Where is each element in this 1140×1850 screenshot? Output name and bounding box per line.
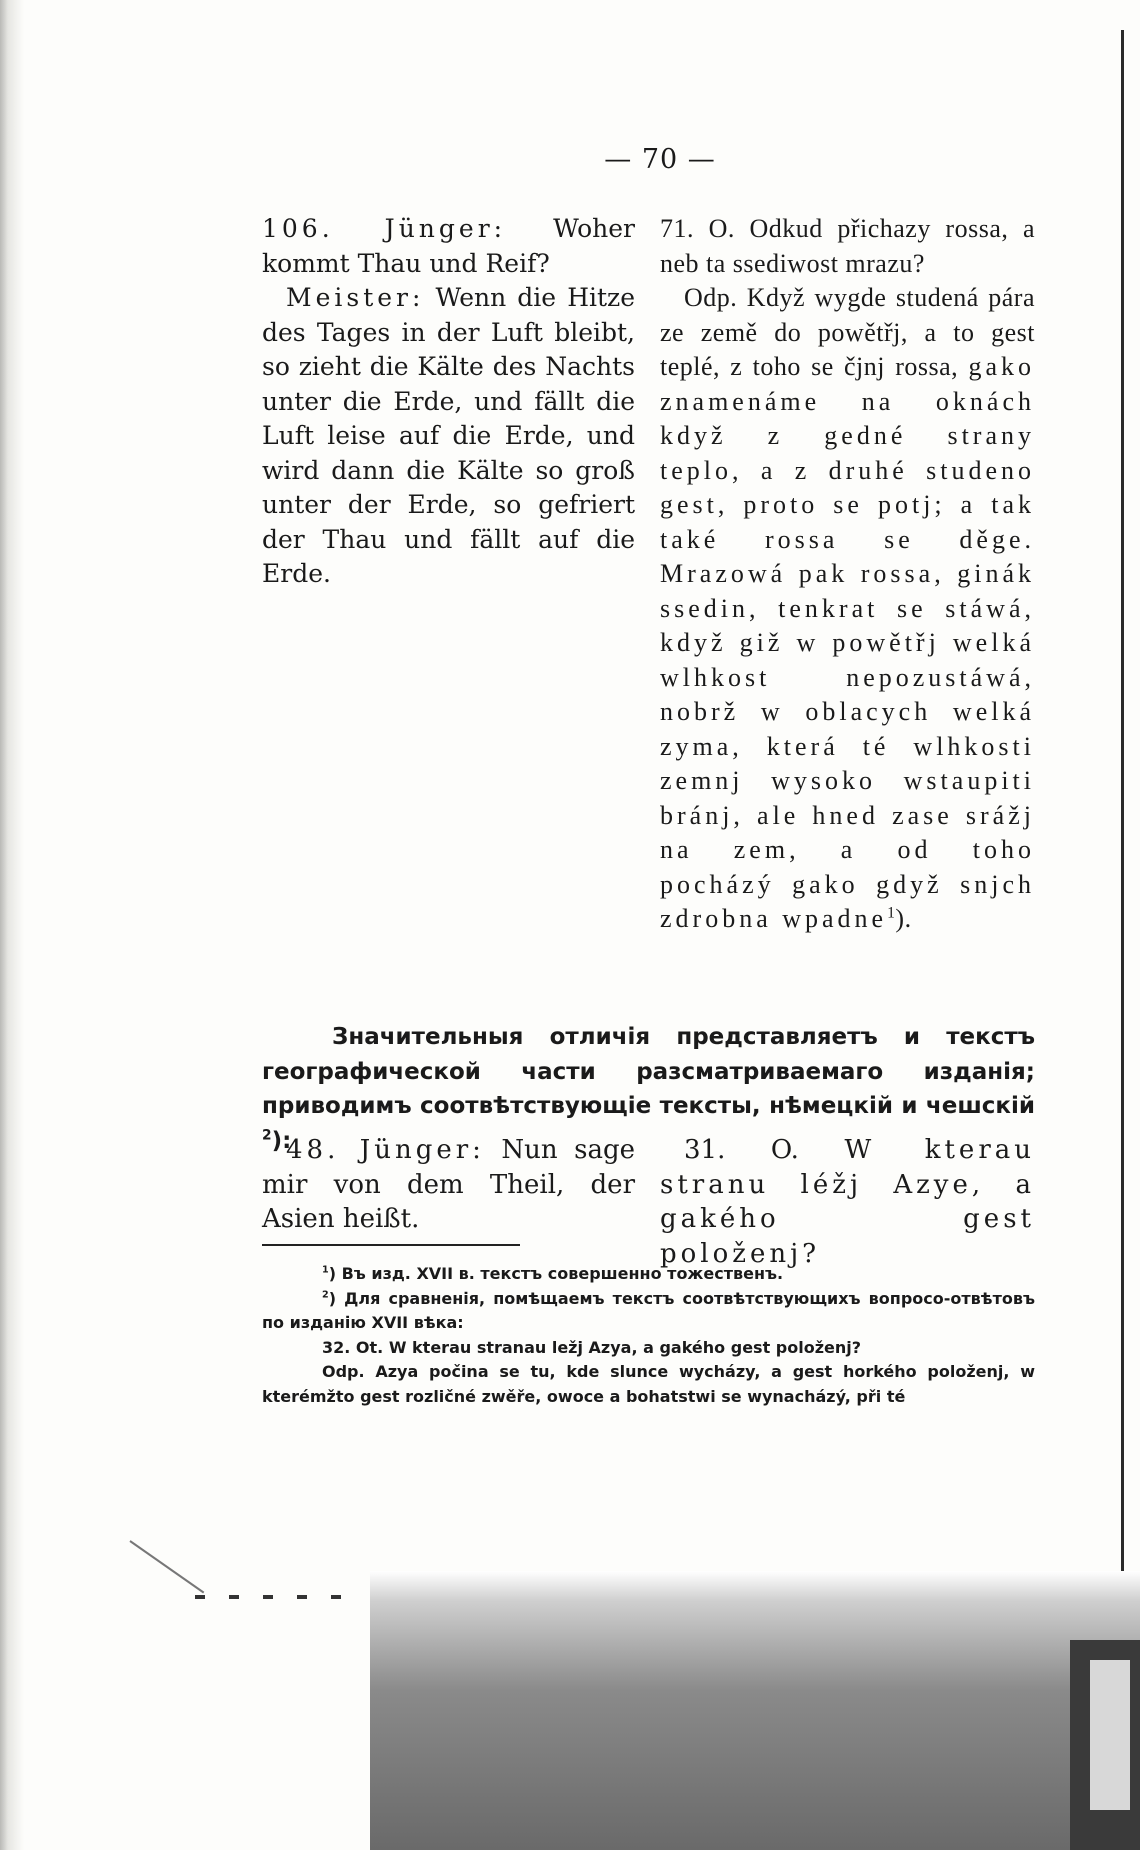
footnote-2 — [262, 1287, 1035, 1336]
footnotes — [262, 1262, 1035, 1409]
scan-right-border — [1121, 30, 1124, 1590]
footnote-2-text: ) Для сравненія, помѣщаемъ текстъ соотвѣтствующихъ вопросо-отвѣтовъ по изданію XVII вѣка: — [262, 1288, 1035, 1332]
german-column-entry-48 — [262, 1133, 635, 1237]
russian-paragraph-text: Значительныя отличія представляетъ и текстъ географической части разсматриваемаго изданія; приводимъ соотвѣтствующіе тексты, нѣмецкій и чешскій — [262, 1024, 1035, 1119]
german-entry48-text: Nun sage mir von dem Theil, der Asien heißt. — [262, 1135, 635, 1234]
german-question-text: Woher kommt Thau und Reif? — [262, 214, 635, 278]
scan-bottom-light-patch — [1090, 1660, 1130, 1810]
czech-column-entry-71 — [660, 212, 1035, 937]
german-entry48-label: 48. Jünger: — [286, 1135, 485, 1165]
czech-column-entry-31 — [660, 1133, 1035, 1271]
german-question-label: 106. Jünger: — [262, 214, 507, 243]
scan-dash-marks — [195, 1595, 365, 1599]
scan-bottom-shadow — [370, 1571, 1140, 1850]
czech-question: 71. O. Odkud přichazy rossa, a neb ta ssediwost mrazu? — [660, 214, 1035, 278]
scan-left-edge — [0, 0, 24, 1850]
footnote-2-quote-question: 32. Ot. W kterau stranau ležj Azya, a gakého gest položenj? — [322, 1337, 862, 1357]
german-answer-text: Wenn die Hitze des Tages in der Luft bleibt, so zieht die Kälte des Nachts unter die Erde, und fällt die Luft leise auf die Erde, und wird dann die Kälte so groß unter der Erde, so gefriert der Thau und fällt auf die Erde. — [262, 283, 636, 588]
footnote-1-mark: 1 — [322, 1264, 329, 1276]
russian-paragraph-end: ): — [271, 1127, 292, 1154]
czech-answer-end: ). — [895, 904, 912, 933]
footnote-ref-2: 2 — [262, 1126, 272, 1143]
footnote-2-quote-answer: Odp. Azya počina se tu, kde slunce wycházy, a gest horkého položenj, w kterémžto gest rozličné zwěře, owoce a bohatstwi se wynacházý, při té — [262, 1362, 1035, 1406]
footnote-ref-1: 1 — [887, 904, 896, 922]
german-column-entry-106 — [262, 212, 635, 592]
czech-entry31-label: 31. O. — [684, 1135, 799, 1165]
scan-scratch-mark — [129, 1540, 204, 1593]
footnote-separator-rule — [262, 1244, 520, 1246]
footnote-1-text: ) Въ изд. XVII в. текстъ совершенно тожественъ. — [328, 1264, 784, 1283]
footnote-1 — [262, 1262, 1035, 1287]
czech-answer-spaced: gako znamenáme na oknách když z gedné strany teplo, a z druhé studeno gest, proto se potj; a tak také rossa se děge. Mrazowá pak rossa, ginák ssedin, tenkrat se stáwá, když giž w powětřj welká wlhkost nepozustáwá, nobrž w oblacych welká zyma, která té wlhkosti zemnj wysoko wstaupiti bránj, ale hned zase srážj na zem, a od toho pocházý gako gdyž snjch zdrobna wpadne — [660, 352, 1035, 933]
german-answer-label: Meister: — [286, 283, 425, 312]
page-number: — 70 — — [604, 144, 716, 175]
footnote-2-mark: 2 — [322, 1289, 329, 1301]
czech-entry31-text: W kterau stranu léžj Azye, a gakého gest položenj? — [660, 1135, 1035, 1269]
czech-answer-plain: Odp. Když wygde studená pára ze země do powětřj, a to gest teplé, z toho se čjnj rossa, — [660, 283, 1035, 381]
